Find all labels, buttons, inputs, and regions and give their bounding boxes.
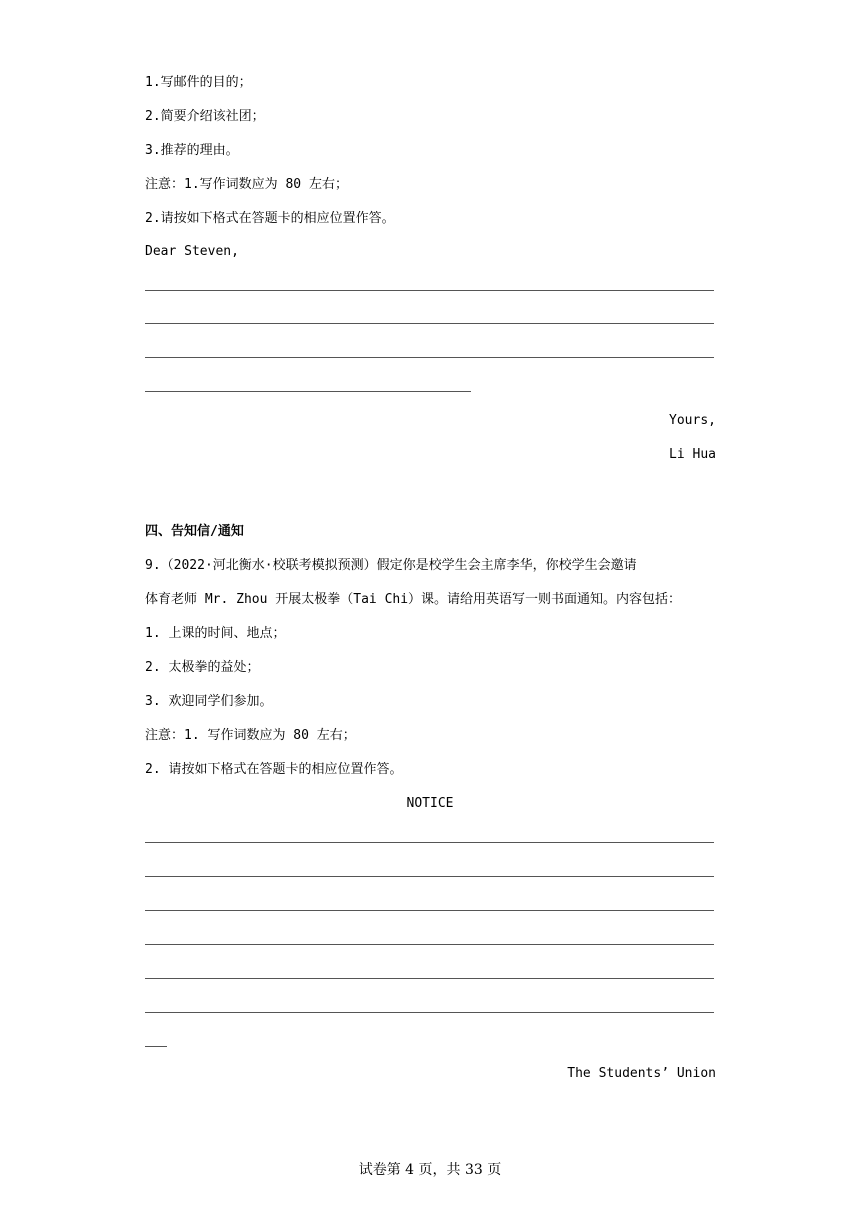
answer-line[interactable] [145,842,714,843]
answer-line[interactable] [145,1012,714,1013]
item-3: 3. 欢迎同学们参加。 [145,694,273,709]
answer-line[interactable] [145,944,714,945]
salutation: Dear Steven, [145,244,239,259]
item-1: 1.写邮件的目的； [145,75,252,90]
closing: Yours, [669,413,716,428]
section-heading: 四、告知信/通知 [145,524,244,539]
answer-line[interactable] [145,357,714,358]
question-text-line-2: 体育老师 Mr. Zhou 开展太极拳（Tai Chi）课。请给用英语写一则书面通知。内容包括： [145,592,682,607]
item-2: 2. 太极拳的益处； [145,660,260,675]
note-word-count: 注意：1. 写作词数应为 80 左右； [145,728,356,743]
item-1: 1. 上课的时间、地点； [145,626,286,641]
notice-title: NOTICE [406,796,454,811]
note-format: 2. 请按如下格式在答题卡的相应位置作答。 [145,762,403,777]
answer-line[interactable] [145,391,471,392]
question-text-line-1: 9.（2022·河北衡水·校联考模拟预测）假定你是校学生会主席李华，你校学生会邀请 [145,558,637,573]
page-footer: 试卷第 4 页，共 33 页 [358,1162,502,1178]
note-format: 2.请按如下格式在答题卡的相应位置作答。 [145,211,395,226]
signature: Li Hua [669,447,716,462]
answer-line[interactable] [145,1046,167,1047]
answer-line[interactable] [145,910,714,911]
note-word-count: 注意：1.写作词数应为 80 左右； [145,177,348,192]
item-3: 3.推荐的理由。 [145,143,239,158]
answer-line[interactable] [145,876,714,877]
answer-line[interactable] [145,290,714,291]
notice-signature: The Students’ Union [567,1066,716,1081]
answer-line[interactable] [145,978,714,979]
answer-line[interactable] [145,323,714,324]
item-2: 2.简要介绍该社团； [145,109,265,124]
